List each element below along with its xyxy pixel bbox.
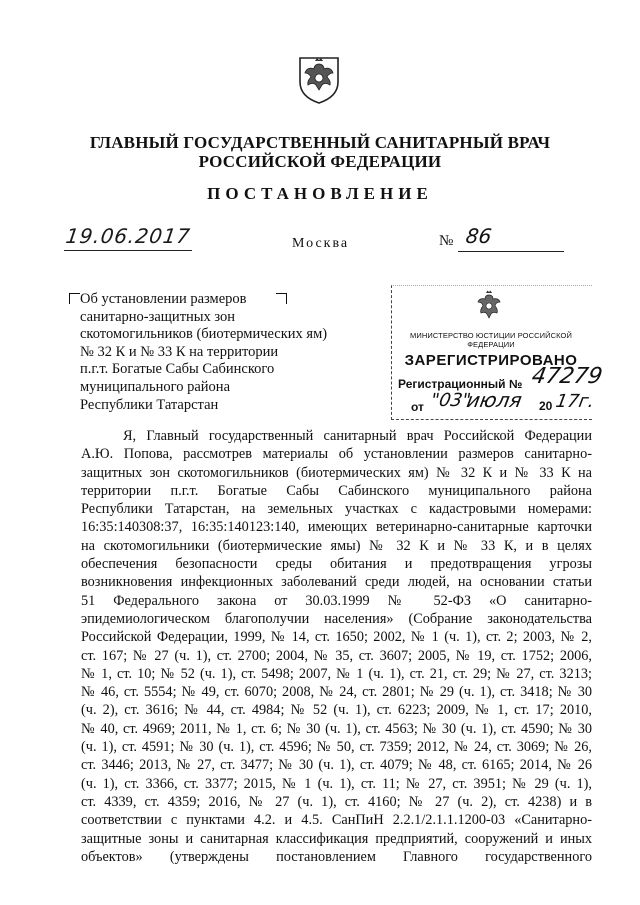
- stamp-emblem-icon: [472, 289, 506, 325]
- body-line: возникновения инфекционных заболеваний среди людей, на основании статьи: [81, 574, 592, 591]
- body-line: эпидемиологическом благополучии населения» (Собрание законодательства: [81, 610, 592, 627]
- issuer-title-line2: РОССИЙСКОЙ ФЕДЕРАЦИИ: [198, 152, 442, 171]
- body-line: территории п.г.т. Богатые Сабы Сабинского муниципального района: [81, 482, 592, 499]
- subject-line: № 32 К и № 33 К на территории: [80, 343, 279, 360]
- body-line: обеспечения безопасности среды обитания и предотвращения угрозы: [81, 556, 592, 573]
- body-line: соответствии с пунктами 4.2. и 4.5. СанПиН 2.2.1/2.1.1.1200-03 «Санитарно-: [81, 812, 592, 829]
- number-underline: [458, 251, 564, 252]
- body-line: ст. 4339, ст. 4359; 2016, № 27 (ч. 1), ст. 4160; № 27 (ч. 2), ст. 4238) и в: [81, 793, 592, 810]
- russian-coat-of-arms-emblem: [294, 52, 344, 104]
- body-line: ст. 167; № 27 (ч. 1), ст. 2700; 2004, № 35, ст. 3607; 2005, № 19, ст. 1752; 2006,: [81, 647, 592, 664]
- stamp-reg-number: 47279: [529, 364, 605, 389]
- subject-line: Об установлении размеров: [80, 291, 247, 307]
- body-line: (ч. 2), ст. 3616; № 44, ст. 4984; № 52 (ч. 1), ст. 6223; 2009, № 1, ст. 17; 2010,: [81, 702, 592, 719]
- body-line: (ч. 1), ст. 4591; № 30 (ч. 1), ст. 4596; № 50, ст. 7359; 2012, № 24, ст. 3069; № 26,: [81, 739, 592, 756]
- stamp-day: "03": [429, 390, 473, 411]
- subject-block: [80, 291, 330, 414]
- body-paragraph: [81, 427, 592, 866]
- body-line: Республики Татарстан, на земельных участках с кадастровыми номерами:: [81, 501, 592, 518]
- body-line: № 1, ст. 10; № 52 (ч. 1), ст. 5498; 2007, № 1 (ч. 1), ст. 21, ст. 29; № 27, ст. 3213;: [81, 665, 592, 682]
- body-line: объектов» (утверждены постановлением Главного государственного: [81, 848, 592, 865]
- city: Москва: [292, 236, 350, 251]
- body-line: № 40, ст. 4969; 2011, № 1, ст. 6; № 30 (ч. 1), ст. 4563; № 30 (ч. 1), ст. 4590; № 30: [81, 720, 592, 737]
- body-line: (ч. 1), ст. 3366, ст. 3377; 2015, № 1 (ч. 1), ст. 11; № 27, ст. 3951; № 29 (ч. 1),: [81, 775, 592, 792]
- stamp-year-suffix: 17г.: [554, 391, 596, 412]
- handwritten-number: 86: [464, 224, 494, 248]
- body-line: на скотомогильники (биотермические ямы) № 32 К и № 33 К, и в целях: [81, 537, 592, 554]
- body-line: Я, Главный государственный санитарный врач Российской Федерации: [123, 428, 592, 444]
- body-line: защитные зоны и санитарная классификация предприятий, сооружений и иных: [81, 830, 592, 847]
- stamp-month: июля: [464, 388, 524, 412]
- stamp-reg-number-label: Регистрационный №: [398, 377, 523, 391]
- subject-line: санитарно-защитных зон: [80, 308, 236, 325]
- body-line: № 46, ст. 5554; № 49, ст. 6070; 2008, № 24, ст. 2801; № 29 (ч. 1), ст. 3418; № 30: [81, 684, 592, 701]
- subject-line: скотомогильников (биотермических ям): [80, 326, 328, 343]
- body-line: защитных зон скотомогильников (биотермических ям) № 32 К и № 33 К на: [81, 464, 592, 481]
- handwritten-date: 19.06.2017: [64, 224, 193, 248]
- subject-line: п.г.т. Богатые Сабы Сабинского: [80, 361, 275, 378]
- subject-line: Республики Татарстан: [80, 396, 219, 413]
- body-line: А.Ю. Попова, рассмотрев материалы об установлении размеров санитарно-: [81, 446, 592, 463]
- stamp-registered: ЗАРЕГИСТРИРОВАНО: [404, 352, 578, 369]
- body-line: 51 Федерального закона от 30.03.1999 № 52-ФЗ «О санитарно-: [81, 592, 592, 609]
- stamp-ministry: МИНИСТЕРСТВО ЮСТИЦИИ РОССИЙСКОЙ ФЕДЕРАЦИИ: [410, 331, 572, 349]
- stamp-year-prefix: 20: [539, 399, 553, 413]
- number-label: №: [439, 233, 454, 249]
- subject-bracket-left: [69, 293, 80, 304]
- body-line: ст. 3446; 2013, № 27, ст. 3477; № 30 (ч. 1), ст. 4079; № 48, ст. 6165; 2014, № 26: [81, 757, 592, 774]
- stamp-from-label: от: [411, 400, 424, 414]
- body-line: 16:35:140308:37, 16:35:140123:140, имеющих ветеринарно-санитарные карточки: [81, 519, 592, 536]
- body-line: Российской Федерации, 1999, № 14, ст. 1650; 2002, № 1 (ч. 1), ст. 2; 2003, № 2,: [81, 629, 592, 646]
- date-underline: [64, 250, 192, 251]
- subject-line: муниципального района: [80, 378, 230, 395]
- issuer-title-line1: ГЛАВНЫЙ ГОСУДАРСТВЕННЫЙ САНИТАРНЫЙ ВРАЧ: [89, 133, 551, 152]
- document-type-title: ПОСТАНОВЛЕНИЕ: [207, 184, 433, 203]
